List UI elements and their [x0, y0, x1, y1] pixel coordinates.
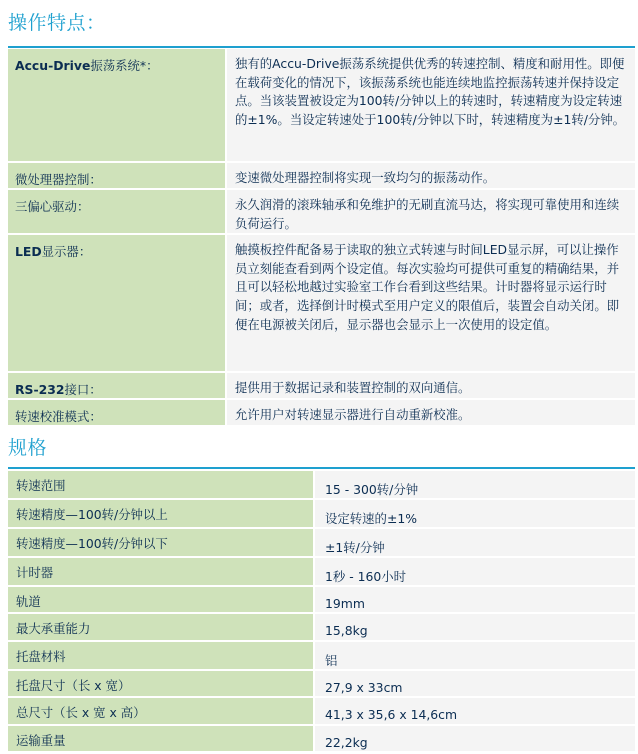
feature-name-text: 显示器： — [41, 244, 92, 260]
feature-row — [8, 163, 635, 190]
spec-value: 15 - 300转/分钟 — [315, 471, 635, 500]
spec-value: 15,8kg — [315, 614, 635, 641]
spec-row — [8, 671, 635, 698]
features-heading-rule — [8, 46, 635, 48]
spec-row — [8, 558, 635, 587]
feature-description: 变速微处理器控制将实现一致均匀的振荡动作。 — [227, 163, 635, 190]
spec-name: 托盘材料 — [8, 642, 315, 671]
spec-name: 转速范围 — [8, 471, 315, 500]
spec-name: 运输重量 — [8, 726, 315, 753]
spec-row — [8, 698, 635, 725]
feature-name-bold: RS-232 — [15, 382, 65, 398]
spec-row — [8, 471, 635, 500]
spec-row — [8, 587, 635, 614]
spec-name: 轨道 — [8, 587, 315, 614]
spec-row — [8, 529, 635, 558]
feature-row — [8, 190, 635, 235]
feature-description: 允许用户对转速显示器进行自动重新校准。 — [227, 400, 635, 427]
spec-row — [8, 642, 635, 671]
spec-row — [8, 726, 635, 753]
feature-description: 触摸板控件配备易于读取的独立式转速与时间LED显示屏，可以让操作员立刻能查看到两个设定值。每次实验均可提供可重复的精确结果，并且可以轻松地越过实验室工作台看到这些结果。计时器将显示运行时间；或者，选择倒计时模式至用户定义的限值后，装置会自动关闭。即便在电源被关闭后，显示器也会显示上一次使用的设定值。 — [227, 235, 635, 373]
feature-name-text: 振荡系统*： — [90, 58, 159, 73]
feature-name — [8, 163, 227, 190]
spec-name: 最大承重能力 — [8, 614, 315, 641]
spec-name: 托盘尺寸（长 x 宽） — [8, 671, 315, 698]
features-table — [8, 49, 635, 427]
spec-value: 1秒 - 160小时 — [315, 558, 635, 587]
spec-name: 转速精度—100转/分钟以下 — [8, 529, 315, 558]
spec-name: 转速精度—100转/分钟以上 — [8, 500, 315, 529]
specs-heading-rule — [8, 467, 635, 469]
feature-row — [8, 400, 635, 427]
feature-name — [8, 373, 227, 400]
feature-name-text: 三偏心驱动： — [15, 199, 90, 214]
feature-name-text: 转速校准模式： — [15, 409, 102, 425]
feature-row — [8, 235, 635, 373]
spec-value: 41,3 x 35,6 x 14,6cm — [315, 698, 635, 725]
specs-heading: 规格 — [8, 437, 48, 459]
feature-name — [8, 190, 227, 235]
spec-name: 计时器 — [8, 558, 315, 587]
spec-value: 22,2kg — [315, 726, 635, 753]
feature-description: 提供用于数据记录和装置控制的双向通信。 — [227, 373, 635, 400]
spec-value: 19mm — [315, 587, 635, 614]
spec-value: ±1转/分钟 — [315, 529, 635, 558]
feature-name-text: 接口： — [64, 382, 102, 398]
spec-row — [8, 500, 635, 529]
feature-name — [8, 49, 227, 163]
specs-table — [8, 471, 635, 753]
feature-description: 独有的Accu-Drive振荡系统提供优秀的转速控制、精度和耐用性。即便在载荷变化的情况下，该振荡系统也能连续地监控振荡转速并保持设定点。当该装置被设定为100转/分钟以上的转速时，转速精度为设定转速的±1%。当设定转速处于100转/分钟以下时，转速精度为±1转/分钟。 — [227, 49, 635, 163]
spec-value: 设定转速的±1% — [315, 500, 635, 529]
spec-value: 27,9 x 33cm — [315, 671, 635, 698]
features-heading: 操作特点： — [8, 12, 106, 34]
feature-name-bold: LED — [15, 244, 42, 260]
feature-name-bold: Accu-Drive — [15, 58, 91, 73]
feature-row — [8, 373, 635, 400]
feature-name — [8, 400, 227, 427]
spec-row — [8, 614, 635, 641]
spec-value: 铝 — [315, 642, 635, 671]
feature-name-text: 微处理器控制： — [15, 172, 102, 187]
feature-name — [8, 235, 227, 373]
feature-row — [8, 49, 635, 163]
feature-description: 永久润滑的滚珠轴承和免维护的无刷直流马达，将实现可靠使用和连续负荷运行。 — [227, 190, 635, 235]
spec-name: 总尺寸（长 x 宽 x 高） — [8, 698, 315, 725]
